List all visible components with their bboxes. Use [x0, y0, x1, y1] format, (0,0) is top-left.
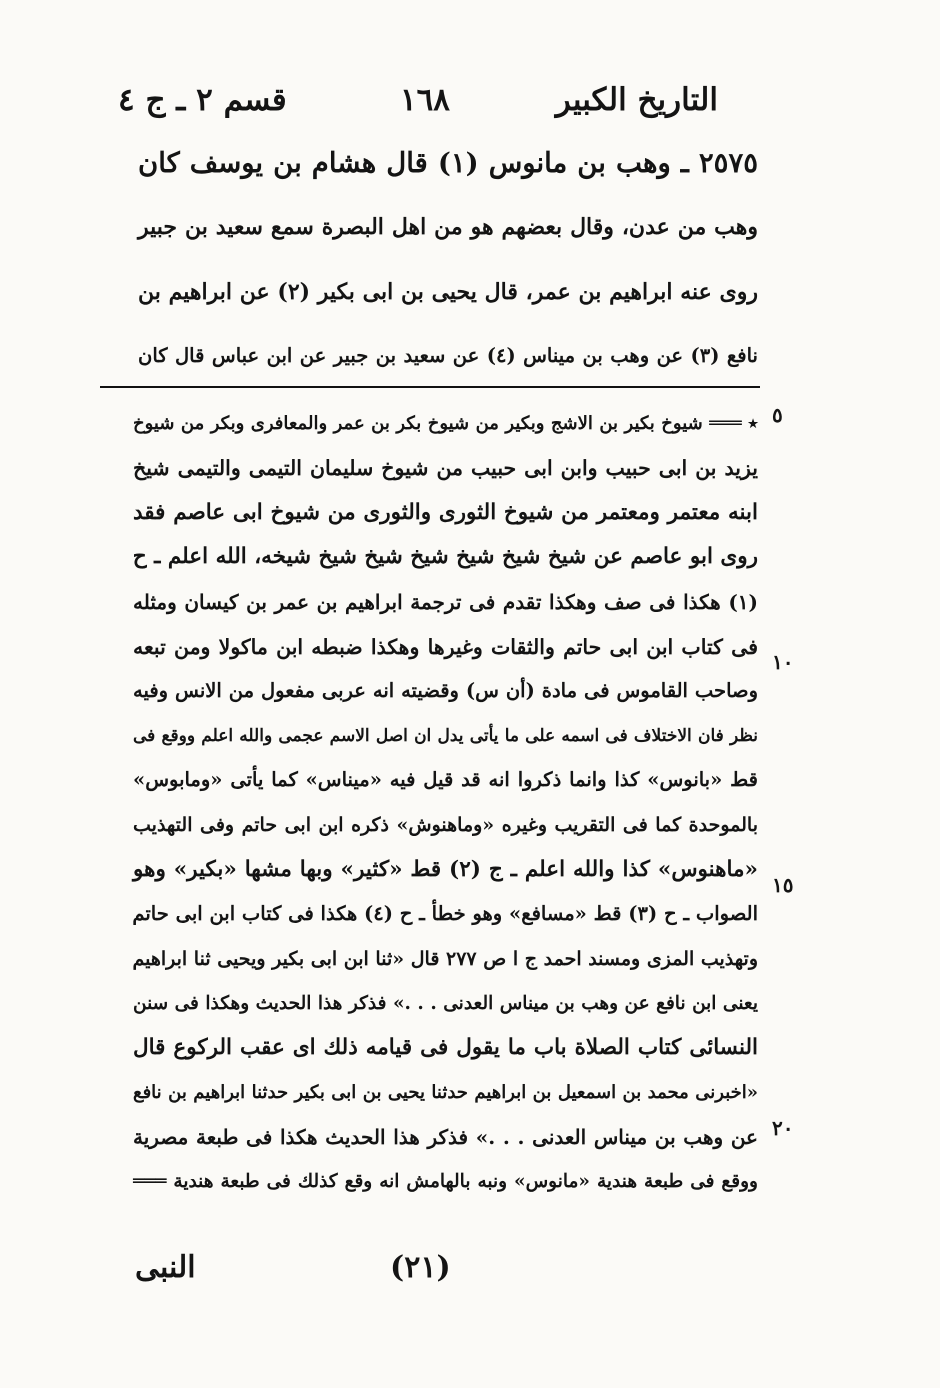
- footnote-line: قط «بانوس» كذا وانما ذكروا انه قد قيل فيه «ميناس» كما يأتى «ومابوس»: [133, 768, 758, 791]
- main-text-line: وهب من عدن، وقال بعضهم هو من اهل البصرة سمع سعيد بن جبير: [138, 214, 758, 240]
- footnote-line: وتهذيب المزى ومسند احمد ج ا ص ٢٧٧ قال «ثنا ابن ابى بكير ويحيى ثنا ابراهيم: [132, 948, 758, 970]
- footnote-line: وصاحب القاموس فى مادة (أن س) وقضيته انه عربى مفعول من الانس وفيه: [133, 679, 758, 702]
- main-text-line: ٢٥٧٥ ـ وهب بن مانوس (١) قال هشام بن يوسف كان: [138, 147, 758, 179]
- footnote-line: ٭ ═══ شيوخ بكير بن الاشج وبكير من شيوخ بكر بن عمر والمعافرى وبكر من شيوخ: [133, 413, 758, 434]
- catchword: النبى: [135, 1250, 196, 1285]
- footnote-line: الصواب ـ ح (٣) قط «مسافع» وهو خطأ ـ ح (٤) هكذا فى كتاب ابن ابى حاتم: [132, 902, 758, 925]
- footnote-line: النسائى كتاب الصلاة باب ما يقول فى قيامه ذلك اى عقب الركوع قال: [133, 1035, 758, 1060]
- footnote-line: ووقع فى طبعة هندية «مانوس» ونبه بالهامش انه وقع كذلك فى طبعة هندية ═══: [133, 1171, 758, 1192]
- footnote-line: يعنى ابن نافع عن وهب بن ميناس العدنى . . .» فذكر هذا الحديث وهكذا فى سنن: [133, 993, 758, 1014]
- line-number: ١٥: [772, 873, 794, 897]
- footnote-line: نظر فان الاختلاف فى اسمه على ما يأتى يدل ان اصل الاسم عجمى والله اعلم ووقع فى: [133, 726, 758, 746]
- footnote-line: روى ابو عاصم عن شيخ شيخ شيخ شيخ شيخ شيخ شيخه، الله اعلم ـ ح: [132, 544, 758, 569]
- running-title: التاريخ الكبير: [555, 82, 718, 118]
- footnote-line: عن وهب بن ميناس العدنى . . .» فذكر هذا الحديث هكذا فى طبعة مصرية: [133, 1125, 758, 1149]
- footnote-line: يزيد بن ابى حبيب وابن ابى حبيب من شيوخ سليمان التيمى والتيمى شيخ: [133, 456, 758, 480]
- footnote-separator: [100, 386, 760, 388]
- footnote-line: «اخبرنى محمد بن اسمعيل بن ابراهيم حدثنا يحيى بن ابى بكير حدثنا ابراهيم بن نافع: [133, 1082, 758, 1103]
- footnote-line: فى كتاب ابن ابى حاتم والثقات وغيرها وهكذا ضبطه ابن ماكولا ومن تبعه: [133, 635, 758, 659]
- page-number: ١٦٨: [400, 82, 450, 118]
- main-text-line: روى عنه ابراهيم بن عمر، قال يحيى بن ابى بكير (٢) عن ابراهيم بن: [138, 279, 758, 305]
- footnote-line: «ماهنوس» كذا والله اعلم ـ ج (٢) قط «كثير» وبها مشها «بكير» وهو: [133, 857, 758, 882]
- line-number: ٢٠: [772, 1116, 794, 1140]
- footnote-line: ابنه معتمر ومعتمر من شيوخ الثورى والثورى من شيوخ ابى عاصم فقد: [133, 500, 758, 525]
- footnote-line: بالموحدة كما فى التقريب وغيره «وماهنوش» ذكره ابن ابى حاتم وفى التهذيب: [133, 814, 758, 836]
- line-number: ١٠: [772, 650, 794, 674]
- line-number: ٥: [772, 403, 783, 427]
- volume-section: قسم ٢ ـ ج ٤: [118, 82, 287, 118]
- main-text-line: نافع (٣) عن وهب بن ميناس (٤) عن سعيد بن جبير عن ابن عباس قال كان: [138, 344, 758, 367]
- signature-mark: (٢١): [390, 1250, 451, 1285]
- footnote-line: (١) هكذا فى صف وهكذا تقدم فى ترجمة ابراهيم بن عمر بن كيسان ومثله: [133, 590, 758, 614]
